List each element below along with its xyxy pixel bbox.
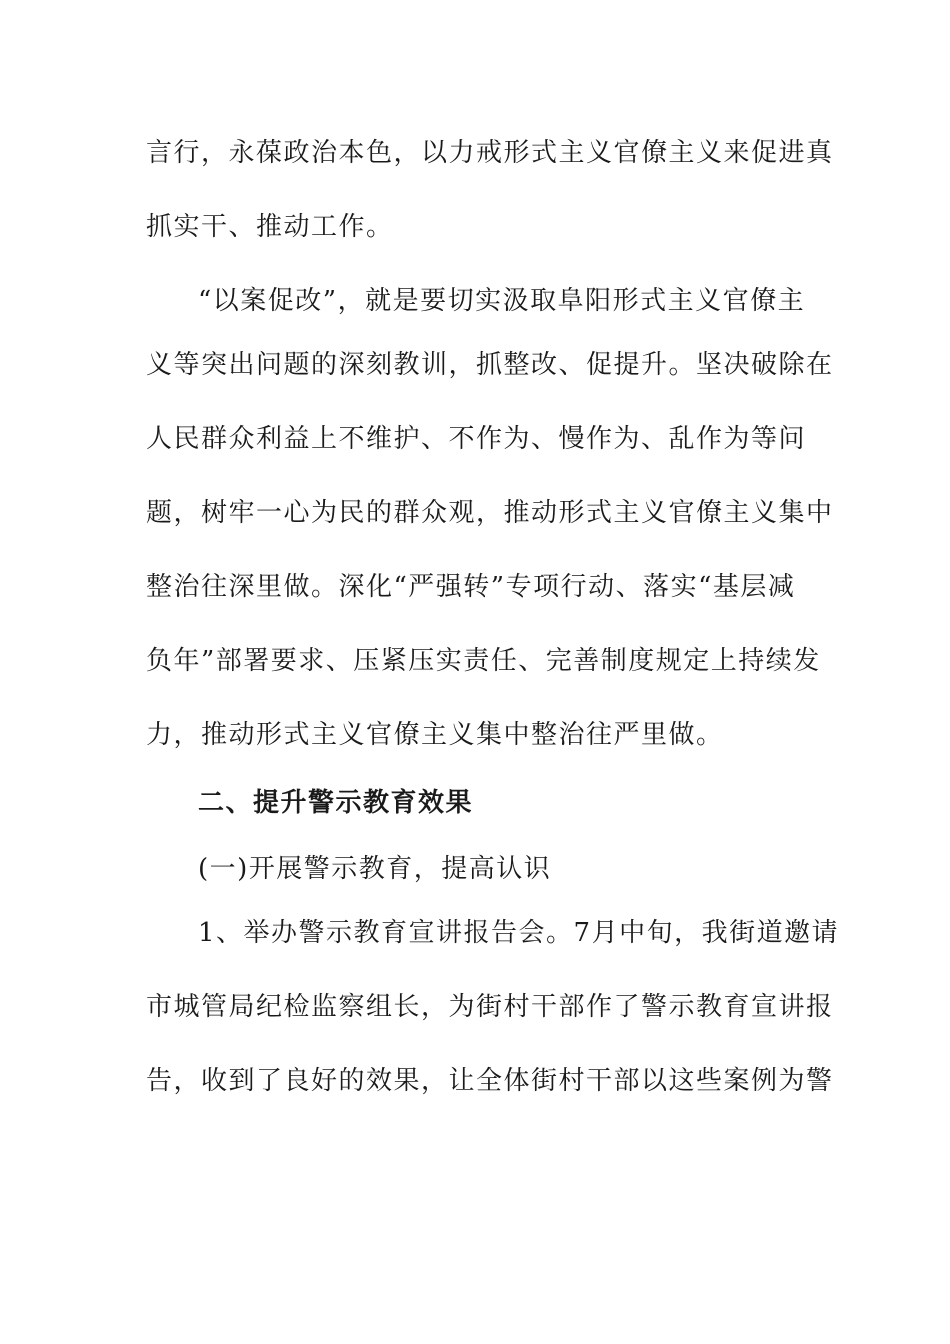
paragraph-line: 力，推动形式主义官僚主义集中整治往严里做。 <box>146 720 724 750</box>
paragraph-line: 负年”部署要求、压紧压实责任、完善制度规定上持续发 <box>146 646 821 676</box>
paragraph-line: “以案促改”，就是要切实汲取阜阳形式主义官僚主 <box>198 286 806 316</box>
paragraph-line: 题，树牢一心为民的群众观，推动形式主义官僚主义集中 <box>146 498 834 528</box>
paragraph-line: 人民群众利益上不维护、不作为、慢作为、乱作为等问 <box>146 424 807 454</box>
paragraph-line: 1、举办警示教育宣讲报告会。7月中旬，我街道邀请 <box>198 918 840 948</box>
paragraph-line: 告，收到了良好的效果，让全体街村干部以这些案例为警 <box>146 1066 834 1096</box>
paragraph-line: 市城管局纪检监察组长，为街村干部作了警示教育宣讲报 <box>146 992 834 1022</box>
section-heading: 二、提升警示教育效果 <box>198 788 474 818</box>
paragraph-line: 义等突出问题的深刻教训，抓整改、促提升。坚决破除在 <box>146 350 834 380</box>
paragraph-line: 整治往深里做。深化“严强转”专项行动、落实“基层减 <box>146 572 796 602</box>
subsection-heading: (一)开展警示教育，提高认识 <box>198 854 552 884</box>
paragraph-line: 抓实干、推动工作。 <box>146 212 394 242</box>
paragraph-line: 言行，永葆政治本色，以力戒形式主义官僚主义来促进真 <box>146 138 834 168</box>
